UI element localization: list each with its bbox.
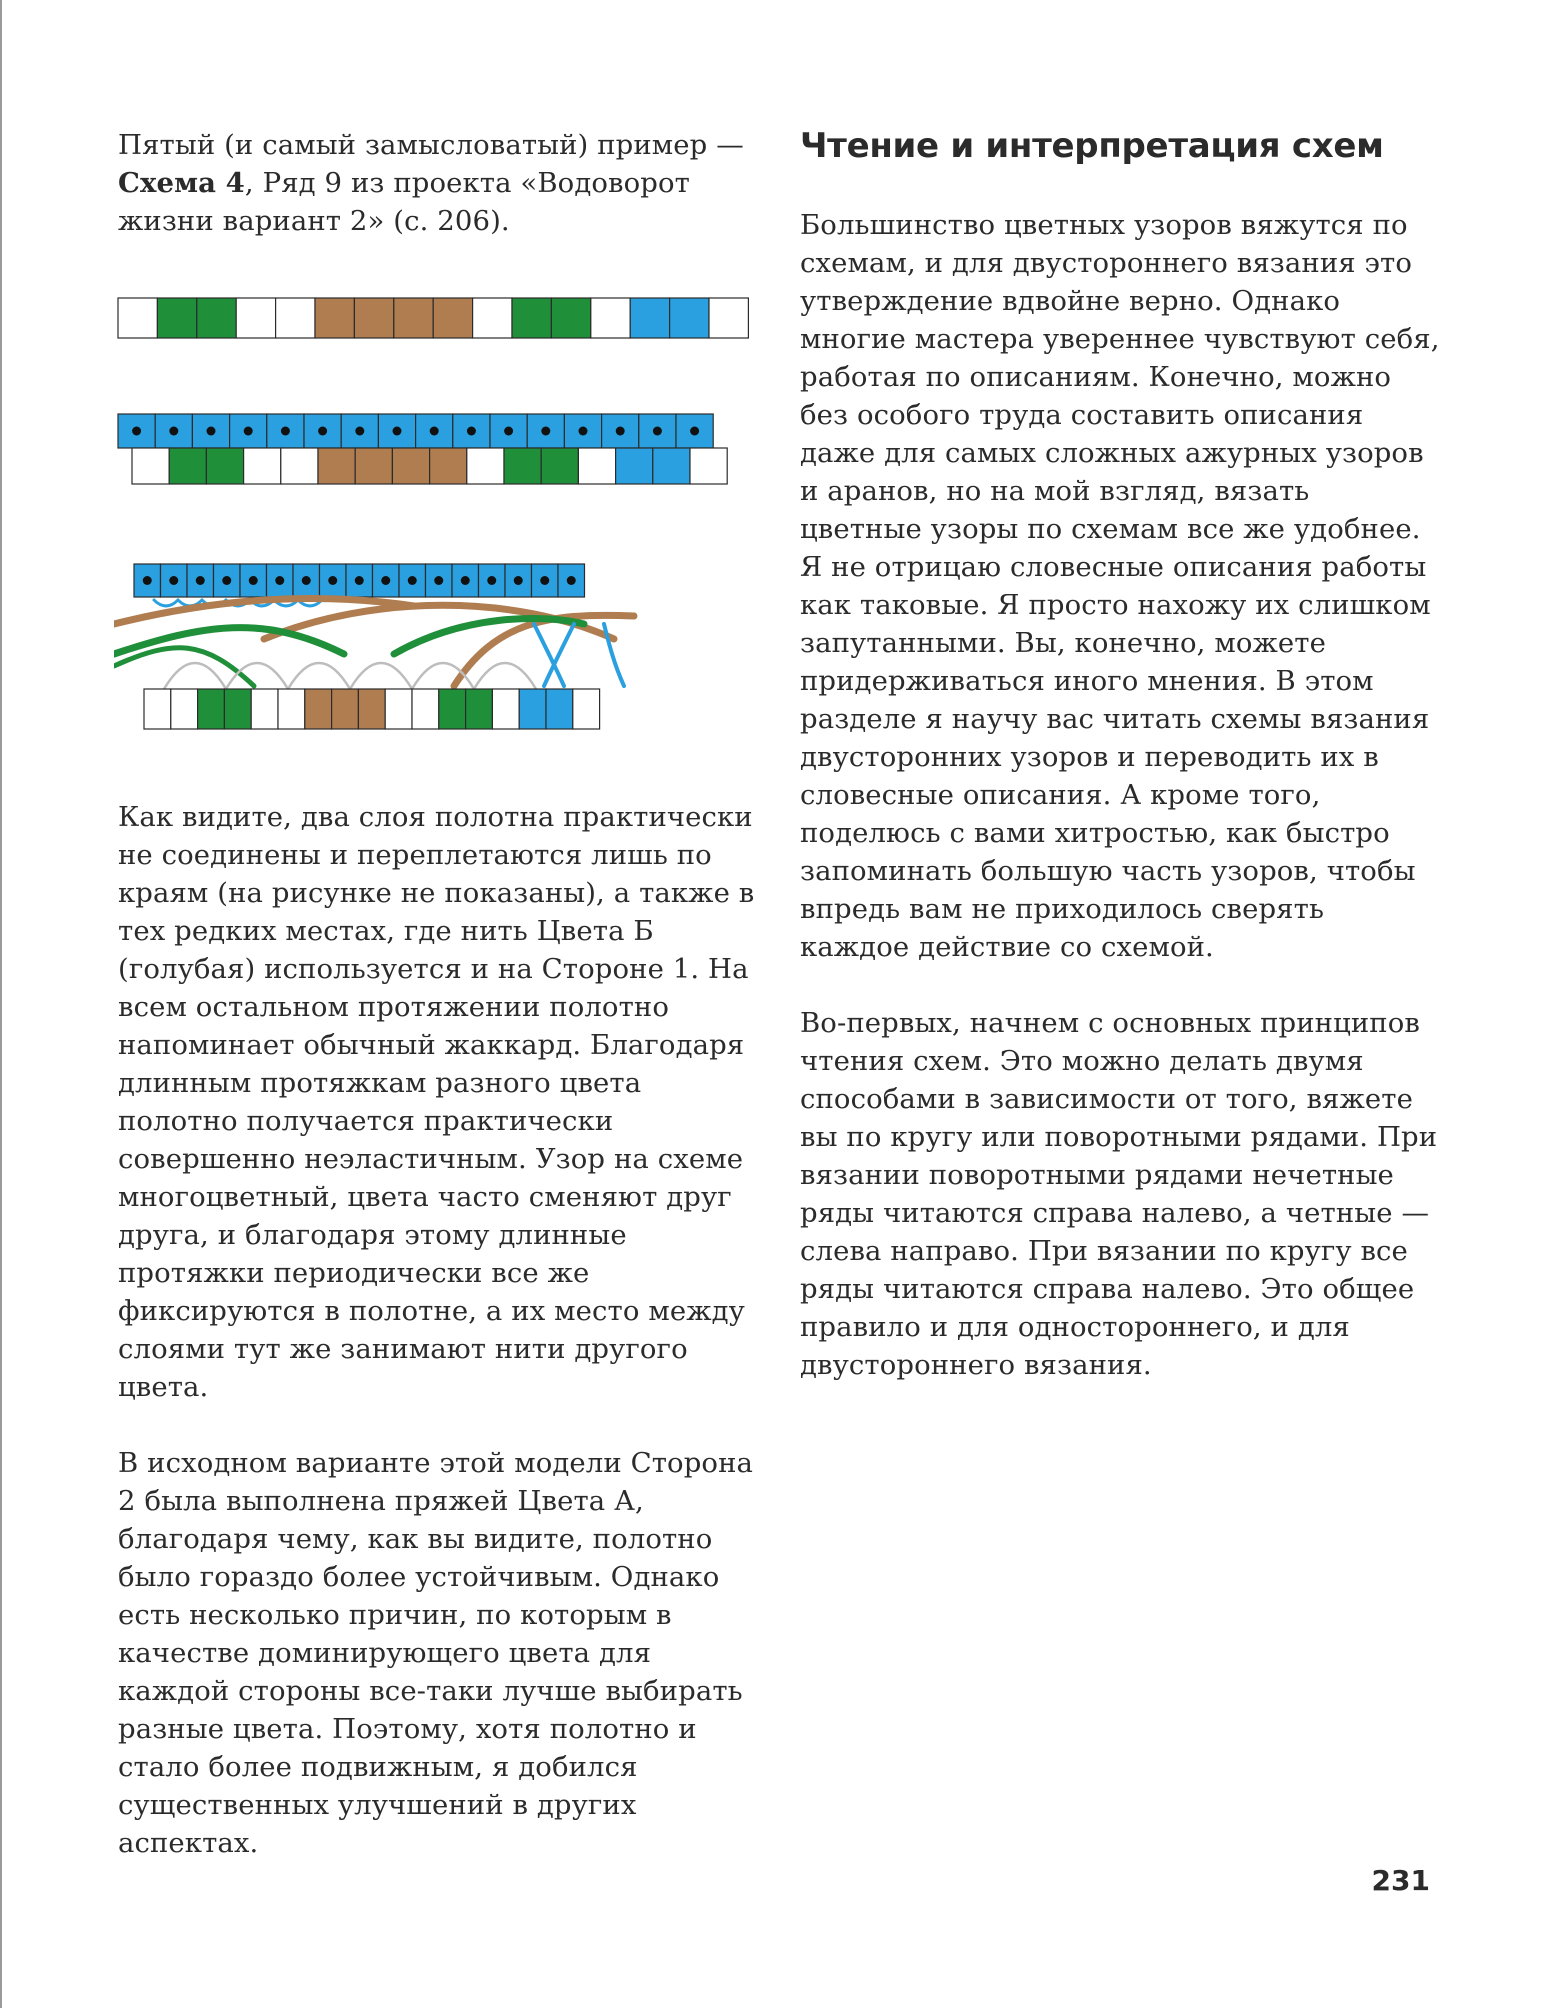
purl-dot <box>244 427 253 436</box>
paragraph-charts-intro: Большинство цветных узоров вяжутся по схемам, и для двустороннего вязания это утверждение вдвойне верно. Однако многие мастера увереннее чувствуют себя, работая по описаниям. Конечно, можно без особого труда составить описания даже для самых сложных ажурных узоров и аранов, но на мой взгляд, вязать цветные узоры по схемам все же удобнее. Я не отрицаю словесные описания работы как таковые. Я просто нахожу их слишком запутанными. Вы, конечно, можете придерживаться иного мнения. В этом разделе я научу вас читать схемы вязания двусторонних узоров и переводить их в словесные описания. А кроме того, поделюсь с вами хитростью, как быстро запоминать большую часть узоров, чтобы впредь вам не приходилось сверять каждое действие со схемой. <box>800 209 1440 963</box>
front-layer-cell <box>392 448 429 484</box>
purl-dot <box>207 427 216 436</box>
chart-cell <box>709 298 748 338</box>
right-column <box>800 126 1440 1384</box>
chart-cell <box>670 298 709 338</box>
floats-diagram <box>114 564 634 729</box>
purl-dot <box>132 427 141 436</box>
chart-row-diagram <box>118 298 748 338</box>
section-heading: Чтение и интерпретация схем <box>800 126 1384 166</box>
chart-cell <box>433 298 472 338</box>
front-layer-cell <box>690 448 727 484</box>
front-layer-cell <box>430 448 467 484</box>
left-column-lower <box>118 798 758 1862</box>
purl-dot <box>461 576 470 585</box>
intro-paragraph <box>118 126 758 240</box>
front-layer-cell <box>171 689 198 729</box>
front-layer-cell <box>412 689 439 729</box>
purl-dot <box>434 576 443 585</box>
front-layer-cell <box>305 689 332 729</box>
double-knitting-diagram <box>114 294 754 754</box>
intro-bold-reference: Схема 4 <box>118 167 245 199</box>
paragraph-layers: Как видите, два слоя полотна практически не соединены и переплетаются лишь по краям (на рисунке не показаны), а также в тех редких местах, где нить Цвета Б (голубая) используется и на Стороне 1. На всем остальном протяжении полотно напоминает обычный жаккард. Благодаря длинным протяжкам разного цвета полотно получается практически совершенно неэластичным. Узор на схеме многоцветный, цвета часто сменяют друг друга, и благодаря этому длинные протяжки периодически все же фиксируются в полотне, а их место между слоями тут же занимают нити другого цвета. <box>118 801 755 1403</box>
front-layer-cell <box>466 689 493 729</box>
purl-dot <box>196 576 205 585</box>
front-layer-cell <box>332 689 359 729</box>
chart-cell <box>157 298 196 338</box>
purl-dot <box>541 427 550 436</box>
blue-float <box>154 600 178 606</box>
front-layer-cell <box>504 448 541 484</box>
purl-dot <box>430 427 439 436</box>
purl-dot <box>567 576 576 585</box>
purl-dot <box>281 427 290 436</box>
front-layer-cell <box>144 689 171 729</box>
purl-dot <box>487 576 496 585</box>
purl-dot <box>579 427 588 436</box>
front-layer-cell <box>278 689 305 729</box>
front-layer-cell <box>653 448 690 484</box>
arch-line <box>474 663 536 689</box>
front-layer-cell <box>132 448 169 484</box>
front-layer-cell <box>224 689 251 729</box>
arch-line <box>288 663 350 689</box>
front-layer-cell <box>492 689 519 729</box>
chart-cell <box>354 298 393 338</box>
purl-dot <box>467 427 476 436</box>
front-layer-cell <box>281 448 318 484</box>
purl-dot <box>355 576 364 585</box>
chart-cell <box>236 298 275 338</box>
front-layer-cell <box>541 448 578 484</box>
purl-dot <box>514 576 523 585</box>
purl-dot <box>355 427 364 436</box>
front-layer-cell <box>439 689 466 729</box>
chart-cell <box>551 298 590 338</box>
purl-dot <box>169 427 178 436</box>
chart-cell <box>630 298 669 338</box>
front-layer-cell <box>573 689 600 729</box>
arch-line <box>164 663 226 689</box>
front-layer-cell <box>467 448 504 484</box>
purl-dot <box>328 576 337 585</box>
front-layer-cell <box>198 689 225 729</box>
purl-dot <box>143 576 152 585</box>
purl-dot <box>381 576 390 585</box>
front-layer-cell <box>546 689 573 729</box>
chart-cell <box>276 298 315 338</box>
front-layer-cell <box>251 689 278 729</box>
purl-dot <box>540 576 549 585</box>
purl-dot <box>616 427 625 436</box>
purl-dot <box>504 427 513 436</box>
chart-cell <box>512 298 551 338</box>
front-layer-cell <box>318 448 355 484</box>
two-layer-row-diagram <box>118 414 727 484</box>
blue-float <box>604 624 624 686</box>
chart-cell <box>591 298 630 338</box>
paragraph-original-variant: В исходном варианте этой модели Сторона 2 была выполнена пряжей Цвета А, благодаря чему, как вы видите, полотно было гораздо более устойчивым. Однако есть несколько причин, по которым в качестве доминирующего цвета для каждой стороны все-таки лучше выбирать разные цвета. Поэтому, хотя полотно и стало более подвижным, я добился существенных улучшений в других аспектах. <box>118 1447 753 1859</box>
intro-text-end: , Ряд 9 из проекта «Водоворот жизни вариант 2» (с. 206). <box>118 167 690 237</box>
purl-dot <box>169 576 178 585</box>
chart-cell <box>197 298 236 338</box>
front-layer-cell <box>385 689 412 729</box>
front-layer-cell <box>519 689 546 729</box>
purl-dot <box>249 576 258 585</box>
front-layer-cell <box>244 448 281 484</box>
front-layer-cell <box>616 448 653 484</box>
page-left-edge <box>0 0 2 2008</box>
front-layer-cell <box>206 448 243 484</box>
chart-cell <box>118 298 157 338</box>
purl-dot <box>318 427 327 436</box>
chart-cell <box>315 298 354 338</box>
purl-dot <box>222 576 231 585</box>
purl-dot <box>302 576 311 585</box>
front-layer-cell <box>355 448 392 484</box>
front-layer-cell <box>358 689 385 729</box>
front-layer-cell <box>578 448 615 484</box>
purl-dot <box>408 576 417 585</box>
purl-dot <box>653 427 662 436</box>
chart-cell <box>473 298 512 338</box>
purl-dot <box>690 427 699 436</box>
chart-cell <box>394 298 433 338</box>
arch-line <box>350 663 412 689</box>
green-float <box>114 628 344 654</box>
left-column <box>118 126 758 240</box>
paragraph-reading-principles: Во-первых, начнем с основных принципов чтения схем. Это можно делать двумя способами в зависимости от того, вяжете вы по кругу или поворотными рядами. При вязании поворотными рядами нечетные ряды читаются справа налево, а четные — слева направо. При вязании по кругу все ряды читаются справа налево. Это общее правило и для одностороннего, и для двустороннего вязания. <box>800 1007 1438 1381</box>
page-number: 231 <box>1371 1864 1430 1897</box>
purl-dot <box>275 576 284 585</box>
purl-dot <box>393 427 402 436</box>
intro-text-start: Пятый (и самый замысловатый) пример — <box>118 129 744 161</box>
front-layer-cell <box>169 448 206 484</box>
